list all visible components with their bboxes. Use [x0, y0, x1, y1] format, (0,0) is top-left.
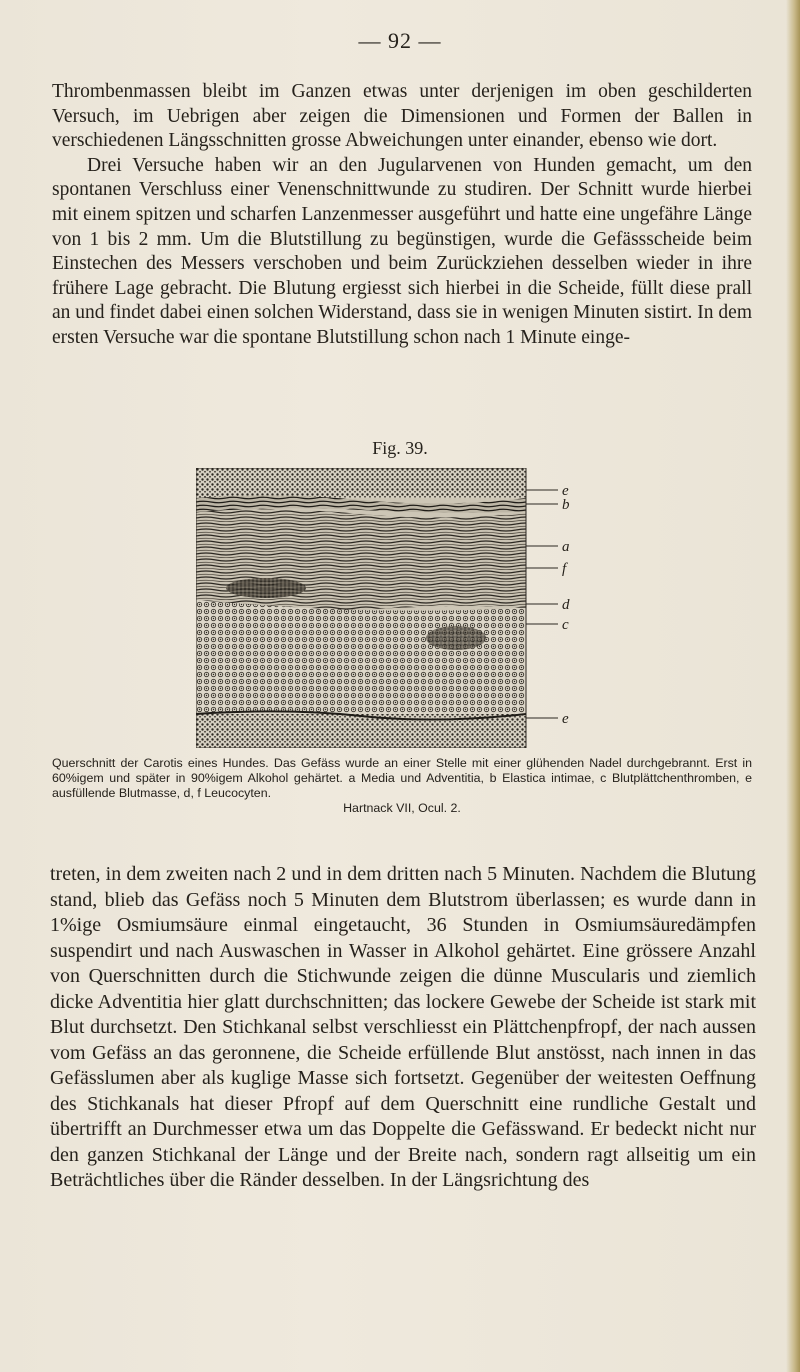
- caption-source: Hartnack VII, Ocul. 2.: [343, 801, 461, 815]
- page-edge-shadow: [786, 0, 800, 1372]
- figure-letter-a: a: [562, 539, 570, 555]
- carotis-cross-section-engraving: [196, 468, 592, 748]
- leader-lines: [526, 490, 558, 718]
- figure-letter-f: f: [562, 561, 567, 577]
- figure-letter-e-bottom: e: [562, 711, 569, 727]
- region-e-top: [196, 468, 526, 498]
- text-block-bottom: [50, 862, 756, 1194]
- paragraph-experiments: Drei Versuche haben wir an den Jugularvenen von Hunden gemacht, um den spontanen Verschluss einer Venenschnittwunde zu studiren. Der Schnitt wurde hierbei mit einem spitzen und scharfen Lanzenmesser ausgeführt und hatte eine ungefähre Länge von 1 bis 2 mm. Um die Blutstillung zu begünstigen, wurde die Gefässscheide beim Einstechen des Messers verschoben und beim Zurückziehen desselben wieder in ihre frühere Lage gebracht. Die Blutung ergiesst sich hierbei in die Scheide, füllt diese prall an und findet dabei einen solchen Widerstand, dass sie in wenigen Minuten sistirt. In dem ersten Versuche war die spontane Blutstillung schon nach 1 Minute einge-: [52, 154, 752, 348]
- region-c: [196, 600, 526, 720]
- figure-letter-c: c: [562, 617, 569, 633]
- page-number: — 92 —: [358, 28, 442, 53]
- figure-letter-d: d: [562, 597, 570, 613]
- region-d: [426, 626, 486, 650]
- figure-caption: [52, 756, 752, 816]
- paragraph-continued: Thrombenmassen bleibt im Ganzen etwas unter derjenigen im oben geschilderten Versuch, im Uebrigen aber zeigen die Dimensionen und Formen der Ballen in verschiedenen Längsschnitten grosse Abweichungen unter einander, ebenso wie dort.: [52, 81, 752, 152]
- figure-letter-b: b: [562, 497, 570, 513]
- figure-illustration: [196, 468, 592, 748]
- region-f: [226, 578, 306, 598]
- figure-label: Fig. 39.: [372, 438, 428, 458]
- caption-text: Querschnitt der Carotis eines Hundes. Das Gefäss wurde an einer Stelle mit einer glühenden Nadel durchgebrannt. Erst in 60%igem und später in 90%igem Alkohol gehärtet. a Media und Adventitia, b Elastica intimae, c Blutplättchenthromben, e ausfüllende Blutmasse, d, f Leucocyten.: [52, 756, 752, 800]
- text-block-top: [52, 80, 752, 351]
- figure-letter-e-top: e: [562, 483, 569, 499]
- paragraph-results: treten, in dem zweiten nach 2 und in dem dritten nach 5 Minuten. Nachdem die Blutung stand, blieb das Gefäss noch 5 Minuten dem Blutstrom überlassen; es wurde dann in 1%ige Osmiumsäure einmal eingetaucht, 36 Stunden in Osmiumsäuredämpfen suspendirt und nach Auswaschen in Wasser in Alkohol gehärtet. Eine grössere Anzahl von Querschnitten durch die Stichwunde zeigen die dünne Muscularis und ziemlich dicke Adventitia hier glatt durchschnitten; das lockere Gewebe der Scheide ist stark mit Blut durchsetzt. Den Stichkanal selbst verschliesst ein Plättchenpfropf, der nach aussen vom Gefäss an das geronnene, die Scheide erfüllende Blut anstösst, nach innen in das Gefässlumen aber als kuglige Masse sich fortsetzt. Gegenüber der weitesten Oeffnung des Stichkanals hat dieser Pfropf auf dem Querschnitt eine rundliche Gestalt und übertrifft an Durchmesser etwa um das Doppelte die Gefässwand. Er bedeckt nicht nur den ganzen Stichkanal der Länge und der Breite nach, sondern ragt allseitig um ein Beträchtliches über die Ränder desselben. In der Längsrichtung des: [50, 863, 756, 1191]
